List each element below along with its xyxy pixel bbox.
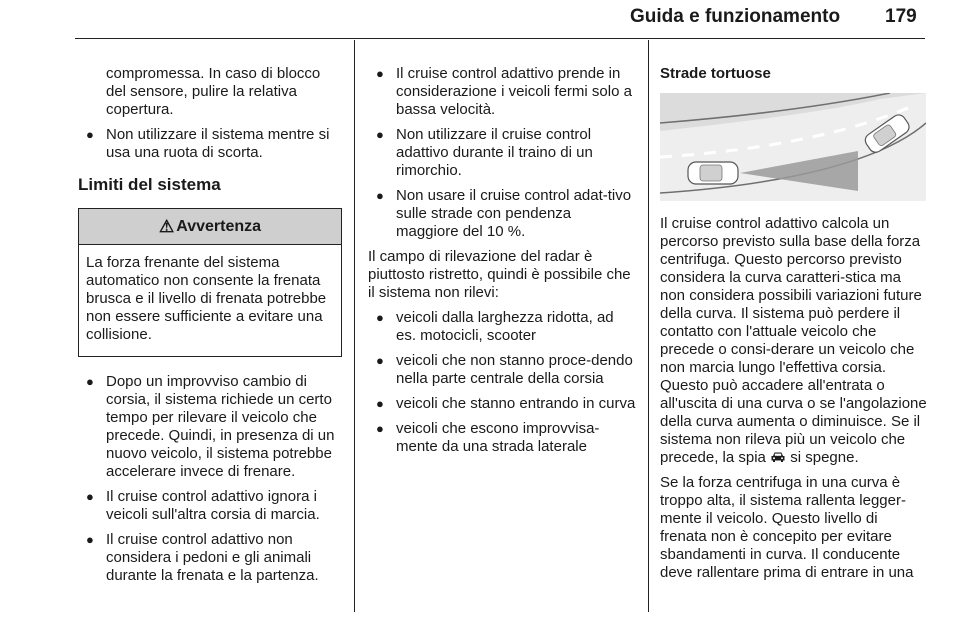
column-middle	[368, 65, 636, 463]
list-item: ● Dopo un improvviso cambio di corsia, il sistema richiede un certo tempo per rilevare il veicolo che precede. Quindi, in presenza di un nuovo veicolo, il sistema potrebbe accelerare invece di frenare.	[86, 373, 335, 480]
warning-body: La forza frenante del sistema automatico non consente la frenata brusca e il livello di frenata potrebbe non essere sufficiente a evitare una collisione.	[86, 254, 327, 343]
column-divider	[648, 40, 649, 612]
list-item: ● Il cruise control adattivo ignora i veicoli sull'altra corsia di marcia.	[86, 488, 320, 523]
list-item: ● veicoli che escono improvvisa-mente da una strada laterale	[376, 420, 600, 455]
section-heading: Limiti del sistema	[78, 175, 221, 194]
list-item: ● Non usare il cruise control adat-tivo sulle strade con pendenza maggiore del 10 %.	[376, 187, 632, 240]
list-item: ● veicoli dalla larghezza ridotta, ad es. motocicli, scooter	[376, 309, 614, 344]
bullet-dot-icon: ●	[376, 421, 384, 436]
list-item: ● veicoli che non stanno proce-dendo nella parte centrale della corsia	[376, 352, 633, 387]
column-left	[78, 65, 342, 592]
bullet-dot-icon: ●	[376, 66, 384, 81]
bullet-dot-icon: ●	[86, 489, 94, 504]
list-item: ● Il cruise control adattivo prende in considerazione i veicoli fermi solo a bassa velocità.	[376, 65, 632, 118]
continuation-text: compromessa. In caso di blocco del sensore, pulire la relativa copertura.	[106, 65, 321, 118]
warning-title: ⚠ Avvertenza	[79, 209, 341, 245]
column-right	[660, 65, 928, 589]
list-item: ● Non utilizzare il sistema mentre si usa una ruota di scorta.	[86, 126, 330, 161]
bullet-list	[368, 309, 636, 456]
paragraph: Il cruise control adattivo calcola un percorso previsto sulla base della forza centrifuga. Questo percorso previsto considera la curva caratteri-stica ma non considera possibili variazioni future della curva. Il sistema può perdere il contatto con l'attuale veicolo che precede o consi-derare un veicolo che non marcia lungo l'effettiva corsia. Questo può accadere all'entrata o all'uscita di una curva o se l'angolazione della curva aumenta o diminuisce. Se il sistema non rileva più un veicolo che precede, la spia si spegne.	[660, 215, 927, 466]
paragraph: Se la forza centrifuga in una curva è troppo alta, il sistema rallenta legger-mente il veicolo. Questo livello di frenata non è concepito per evitare sbandamenti in curva. Il conducente deve rallentare prima di entrare in una	[660, 474, 914, 581]
bullet-dot-icon: ●	[376, 127, 384, 142]
bullet-dot-icon: ●	[376, 353, 384, 368]
own-vehicle	[688, 162, 738, 184]
bullet-dot-icon: ●	[376, 188, 384, 203]
header-rule	[75, 38, 925, 39]
page-number: 179	[885, 6, 917, 27]
bullet-list	[78, 373, 342, 585]
bullet-dot-icon: ●	[86, 127, 94, 142]
paragraph: Il campo di rilevazione del radar è piuttosto ristretto, quindi è possibile che il sistema non rilevi:	[368, 248, 631, 301]
list-item: ● Non utilizzare il cruise control adattivo durante il traino di un rimorchio.	[376, 126, 593, 179]
bullet-dot-icon: ●	[376, 310, 384, 325]
bullet-dot-icon: ●	[86, 532, 94, 547]
column-divider	[354, 40, 355, 612]
list-item: ● veicoli che stanno entrando in curva	[376, 395, 636, 412]
curved-road-illustration	[660, 93, 926, 201]
bullet-dot-icon: ●	[376, 396, 384, 411]
warning-box	[78, 208, 342, 357]
warning-triangle-icon: ⚠	[158, 216, 175, 236]
list-item: ● Il cruise control adattivo non considera i pedoni e gli animali durante la frenata e la partenza.	[86, 531, 319, 584]
bullet-dot-icon: ●	[86, 374, 94, 389]
bullet-list	[368, 65, 636, 241]
header-title: Guida e funzionamento	[630, 6, 841, 27]
subsection-heading: Strade tortuose	[660, 65, 771, 82]
vehicle-ahead-icon	[770, 451, 786, 463]
bullet-list	[78, 126, 342, 162]
